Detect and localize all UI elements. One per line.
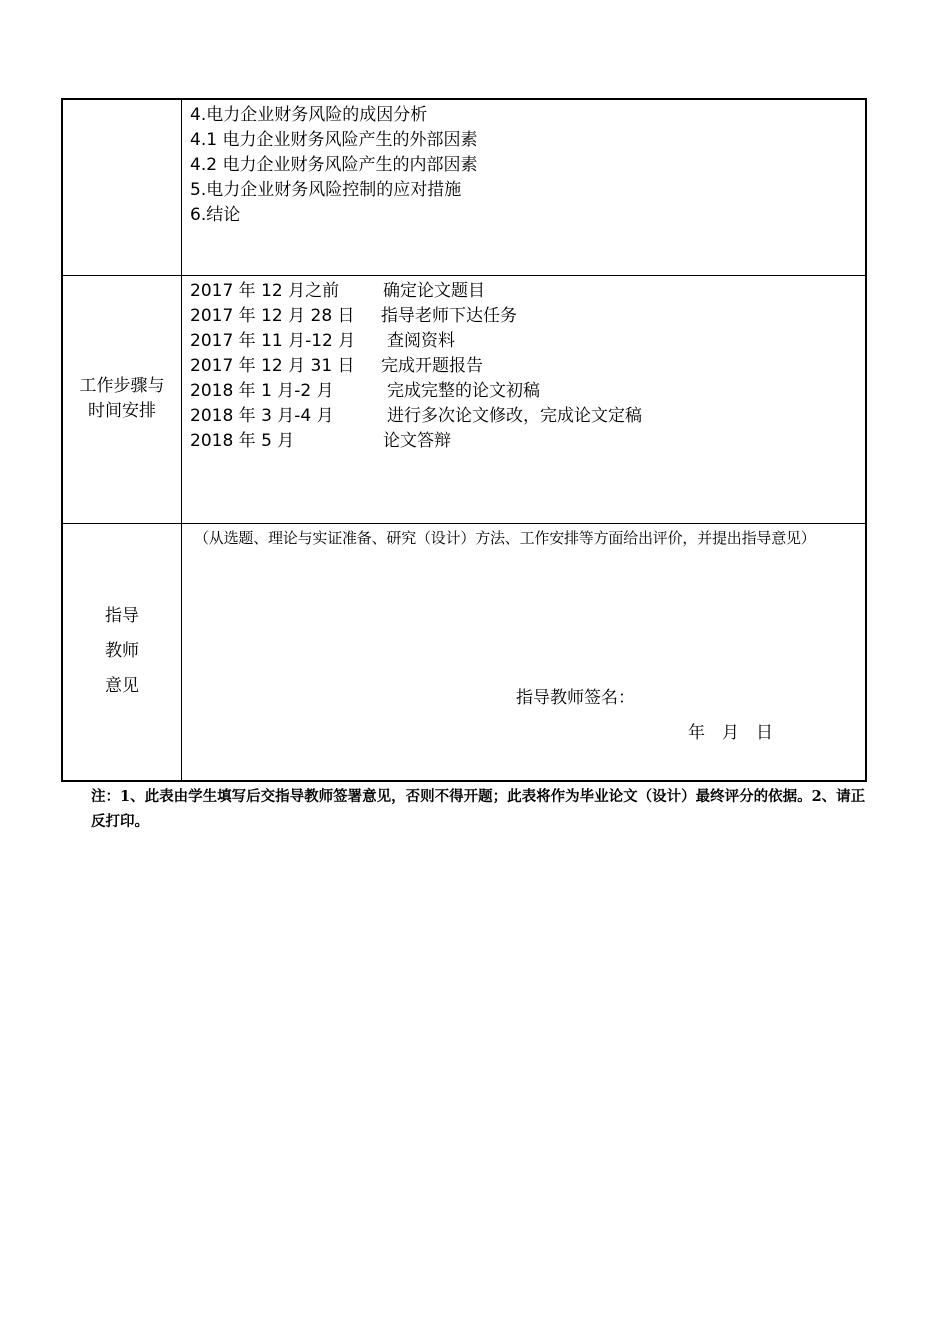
schedule-date: 2018 年 3 月-4 月 [190, 405, 334, 426]
schedule-content-cell [182, 275, 867, 523]
schedule-label-line: 时间安排 [88, 401, 156, 421]
outline-item: 6.结论 [190, 205, 241, 225]
advisor-date-line: 年 月 日 [688, 722, 773, 743]
schedule-task: 指导老师下达任务 [381, 305, 517, 326]
schedule-task: 确定论文题目 [383, 280, 485, 301]
schedule-task: 完成完整的论文初稿 [387, 380, 540, 401]
schedule-task: 查阅资料 [387, 330, 455, 351]
schedule-date: 2018 年 5 月 [190, 430, 295, 451]
outline-item: 4.2 电力企业财务风险产生的内部因素 [190, 155, 478, 175]
advisor-label-line: 教师 [105, 641, 139, 662]
schedule-row-item [190, 329, 865, 354]
outline-label-cell [62, 99, 182, 275]
schedule-date: 2017 年 12 月之前 [190, 280, 340, 301]
outline-item: 4.电力企业财务风险的成因分析 [190, 105, 428, 125]
outline-list [182, 100, 865, 228]
schedule-row-item [190, 429, 865, 454]
advisor-label-line: 指导 [105, 606, 139, 627]
proposal-form-table [61, 98, 867, 782]
advisor-row [62, 523, 866, 781]
schedule-label-line: 工作步骤与 [79, 376, 165, 396]
schedule-row-item [190, 279, 865, 304]
schedule-date: 2017 年 12 月 31 日 [190, 355, 355, 376]
schedule-list [182, 276, 865, 454]
advisor-content-cell [182, 523, 867, 781]
schedule-row-item [190, 404, 865, 429]
schedule-row-item [190, 354, 865, 379]
schedule-date: 2018 年 1 月-2 月 [190, 380, 334, 401]
outline-item: 5.电力企业财务风险控制的应对措施 [190, 180, 462, 200]
schedule-label-cell [62, 275, 182, 523]
schedule-date: 2017 年 11 月-12 月 [190, 330, 356, 351]
advisor-label-cell [62, 523, 182, 781]
schedule-task: 进行多次论文修改，完成论文定稿 [387, 405, 642, 426]
footnote: 注：1、此表由学生填写后交指导教师签署意见，否则不得开题；此表将作为毕业论文（设计）最终评分的依据。2、请正反打印。 [91, 788, 866, 830]
outline-item: 4.1 电力企业财务风险产生的外部因素 [190, 130, 478, 150]
schedule-date: 2017 年 12 月 28 日 [190, 305, 355, 326]
schedule-row [62, 275, 866, 523]
outline-row [62, 99, 866, 275]
schedule-task: 完成开题报告 [381, 355, 483, 376]
schedule-row-item [190, 379, 865, 404]
advisor-hint-text: （从选题、理论与实证准备、研究（设计）方法、工作安排等方面给出评价，并提出指导意见） [194, 528, 816, 547]
advisor-signature-label: 指导教师签名： [516, 687, 635, 708]
advisor-label-line: 意见 [105, 676, 139, 697]
advisor-opinion-area [182, 524, 865, 778]
schedule-task: 论文答辩 [383, 430, 451, 451]
schedule-row-item [190, 304, 865, 329]
outline-content-cell [182, 99, 867, 275]
